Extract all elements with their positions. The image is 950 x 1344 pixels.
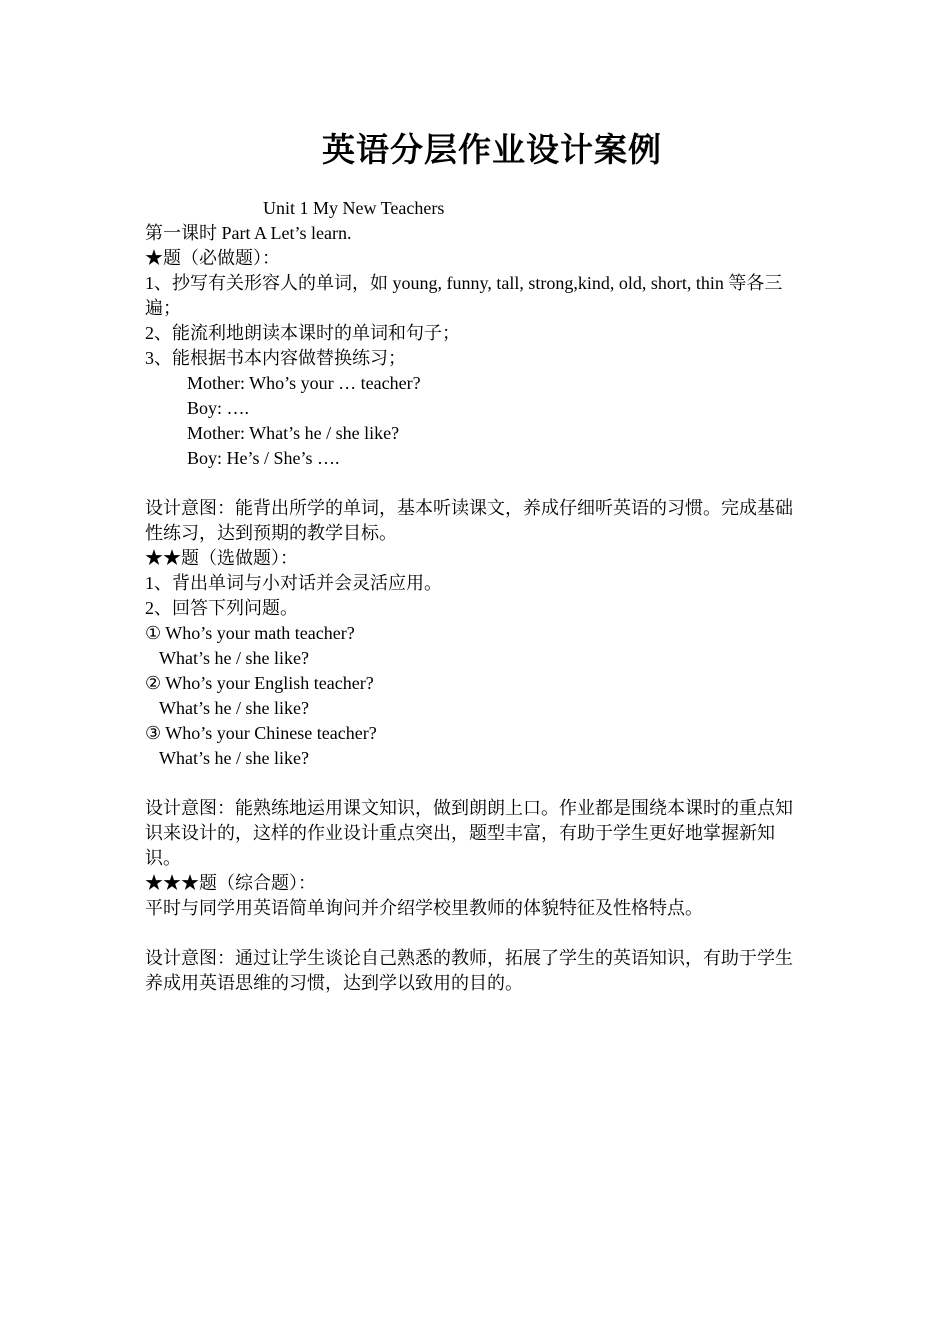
question-3-followup: What’s he / she like? bbox=[159, 748, 309, 768]
dialog-line-1: Mother: Who’s your … teacher? bbox=[187, 373, 421, 393]
level2-item-2: 2、回答下列问题。 bbox=[145, 598, 298, 618]
question-2-followup: What’s he / she like? bbox=[159, 698, 309, 718]
blank-line bbox=[145, 921, 810, 946]
document-body bbox=[145, 221, 810, 996]
document-title: 英语分层作业设计案例 bbox=[322, 130, 662, 169]
level1-heading: ★题（必做题）： bbox=[145, 248, 280, 268]
dialog-line-2: Boy: …. bbox=[187, 398, 250, 418]
level3-item: 平时与同学用英语简单询问并介绍学校里教师的体貌特征及性格特点。 bbox=[145, 898, 703, 918]
question-2: ② Who’s your English teacher? bbox=[145, 673, 374, 693]
level2-item-1: 1、背出单词与小对话并会灵活应用。 bbox=[145, 573, 442, 593]
question-1: ① Who’s your math teacher? bbox=[145, 623, 355, 643]
question-3: ③ Who’s your Chinese teacher? bbox=[145, 723, 377, 743]
unit-subtitle: Unit 1 My New Teachers bbox=[263, 198, 445, 218]
design-intent-2: 设计意图：能熟练地运用课文知识，做到朗朗上口。作业都是围绕本课时的重点知识来设计的，这样的作业设计重点突出，题型丰富，有助于学生更好地掌握新知识。 bbox=[145, 798, 793, 868]
dialog-line-4: Boy: He’s / She’s …. bbox=[187, 448, 340, 468]
level3-heading: ★★★题（综合题）： bbox=[145, 873, 316, 893]
blank-line bbox=[145, 771, 810, 796]
level1-item-1: 1、抄写有关形容人的单词，如 young, funny, tall, strong,kind, old, short, thin 等各三遍； bbox=[145, 273, 783, 318]
level1-item-3: 3、能根据书本内容做替换练习； bbox=[145, 348, 406, 368]
blank-line bbox=[145, 471, 810, 496]
question-1-followup: What’s he / she like? bbox=[159, 648, 309, 668]
design-intent-1: 设计意图：能背出所学的单词，基本听读课文，养成仔细听英语的习惯。完成基础性练习，达到预期的教学目标。 bbox=[145, 498, 793, 543]
lesson-line: 第一课时 Part A Let’s learn. bbox=[145, 223, 352, 243]
level2-heading: ★★题（选做题）： bbox=[145, 548, 298, 568]
level1-item-2: 2、能流利地朗读本课时的单词和句子； bbox=[145, 323, 460, 343]
dialog-line-3: Mother: What’s he / she like? bbox=[187, 423, 400, 443]
design-intent-3: 设计意图：通过让学生谈论自己熟悉的教师，拓展了学生的英语知识，有助于学生养成用英语思维的习惯，达到学以致用的目的。 bbox=[145, 948, 793, 993]
